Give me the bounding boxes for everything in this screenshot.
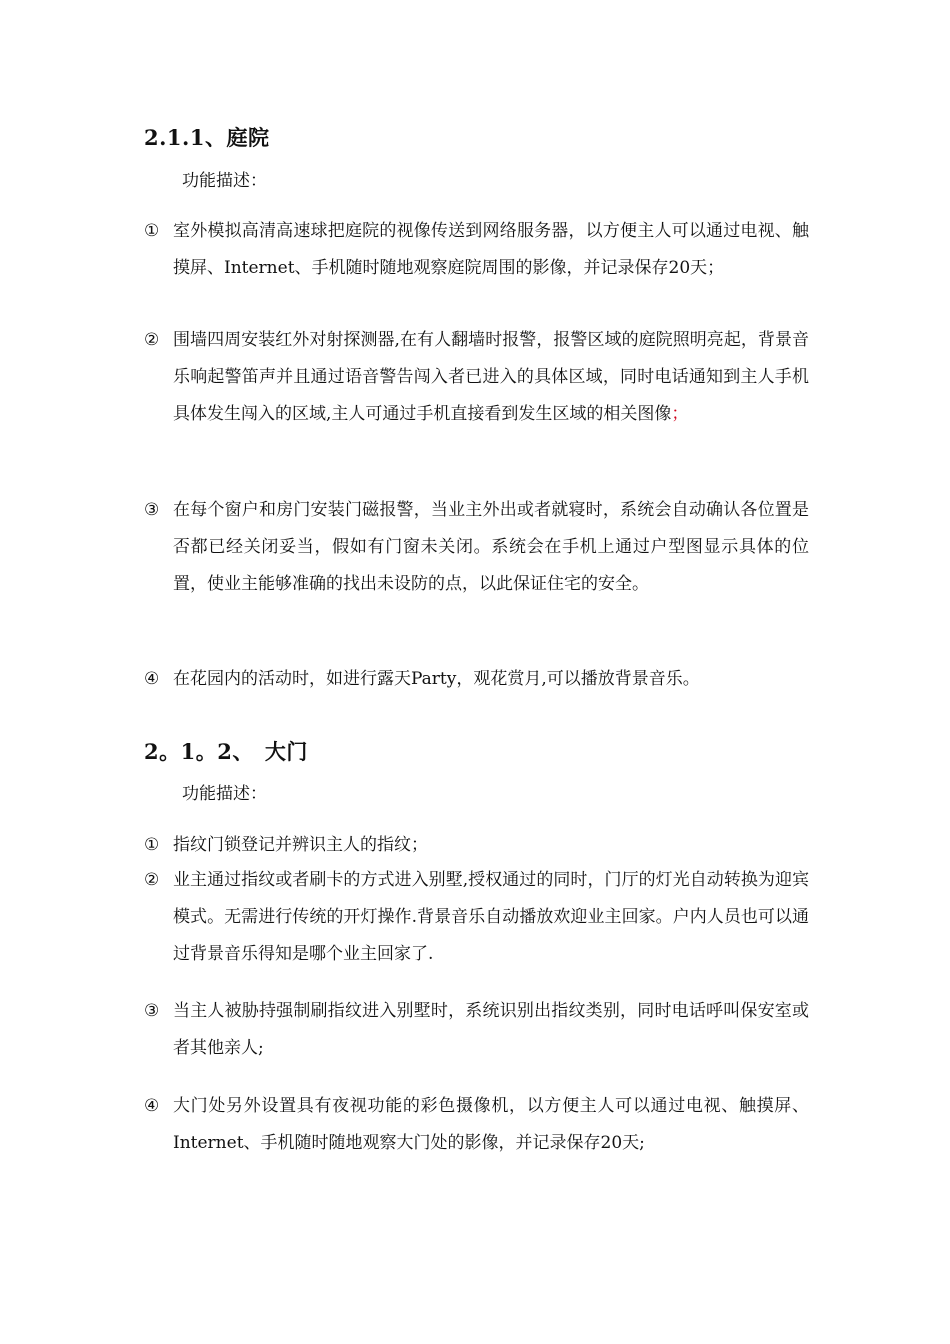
item-number: ③ xyxy=(144,1001,160,1021)
list-item xyxy=(144,661,809,698)
item-text: 当主人被胁持强制刷指纹进入别墅时，系统识别出指纹类别，同时电话呼叫保安室或者其他亲人; xyxy=(173,1001,809,1058)
function-description-label: 功能描述： xyxy=(182,171,267,191)
item-text: 大门处另外设置具有夜视功能的彩色摄像机，以方便主人可以通过电视、触摸屏、Internet、手机随时随地观察大门处的影像，并记录保存20天; xyxy=(173,1096,809,1153)
function-description-label: 功能描述： xyxy=(182,784,267,804)
list-item xyxy=(144,1088,809,1162)
item-number: ④ xyxy=(144,669,160,689)
item-text-suffix: ； xyxy=(671,404,689,424)
item-number: ③ xyxy=(144,500,160,520)
item-number: ② xyxy=(144,330,160,350)
item-text: 在每个窗户和房门安装门磁报警，当业主外出或者就寝时，系统会自动确认各位置是否都已经关闭妥当，假如有门窗未关闭。系统会在手机上通过户型图显示具体的位置，使业主能够准确的找出未设防的点，以此保证住宅的安全。 xyxy=(173,500,809,594)
list-item xyxy=(144,322,809,433)
list-item xyxy=(144,492,809,603)
list-item xyxy=(144,213,809,287)
item-text-wrapper xyxy=(173,322,809,433)
list-item xyxy=(144,993,809,1067)
item-number: ① xyxy=(144,221,160,241)
item-text: 围墙四周安装红外对射探测器,在有人翻墙时报警，报警区域的庭院照明亮起，背景音乐响起警笛声并且通过语音警告闯入者已进入的具体区域，同时电话通知到主人手机具体发生闯入的区域,主人可通过手机直接看到发生区域的相关图像 xyxy=(173,330,809,424)
section-heading-gate: 2。1。2、 大门 xyxy=(144,739,308,764)
item-number: ② xyxy=(144,870,160,890)
item-number: ① xyxy=(144,835,160,855)
list-item xyxy=(144,827,809,864)
item-text: 室外模拟高清高速球把庭院的视像传送到网络服务器，以方便主人可以通过电视、触摸屏、Internet、手机随时随地观察庭院周围的影像，并记录保存20天； xyxy=(173,221,809,278)
item-number: ④ xyxy=(144,1096,160,1116)
item-text: 在花园内的活动时，如进行露天Party，观花赏月,可以播放背景音乐。 xyxy=(173,669,700,689)
item-text: 业主通过指纹或者刷卡的方式进入别墅,授权通过的同时，门厅的灯光自动转换为迎宾模式。无需进行传统的开灯操作.背景音乐自动播放欢迎业主回家。户内人员也可以通过背景音乐得知是哪个业主回家了. xyxy=(173,870,809,964)
list-item xyxy=(144,862,809,973)
item-text: 指纹门锁登记并辨识主人的指纹； xyxy=(173,835,428,855)
section-heading-courtyard: 2.1.1、庭院 xyxy=(144,125,270,150)
